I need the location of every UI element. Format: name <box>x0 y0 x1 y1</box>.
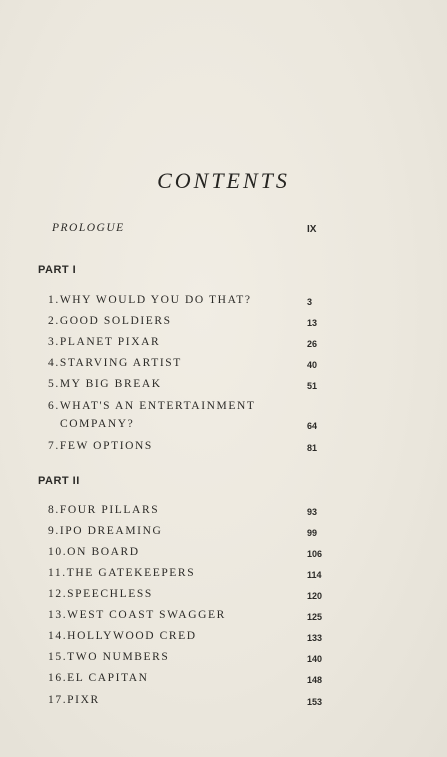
toc-entry-page: 114 <box>307 570 322 580</box>
toc-entry <box>48 500 328 520</box>
toc-entry-continued <box>60 414 340 434</box>
toc-entry-label: 8.FOUR PILLARS <box>48 504 160 516</box>
toc-entry-label: 16.EL CAPITAN <box>48 672 149 684</box>
toc-entry-page: 106 <box>307 549 323 559</box>
toc-entry-label: 1.WHY WOULD YOU DO THAT? <box>48 294 252 306</box>
toc-entry <box>48 626 328 646</box>
toc-entry-page: 120 <box>307 591 323 601</box>
toc-entry-label: 12.SPEECHLESS <box>48 588 153 600</box>
toc-entry-label: 5.MY BIG BREAK <box>48 378 162 390</box>
toc-entry <box>48 605 328 625</box>
part-2-heading: PART II <box>38 475 80 487</box>
toc-entry-page: 140 <box>307 654 323 664</box>
toc-entry <box>48 521 328 541</box>
toc-entry <box>48 396 328 416</box>
toc-entry <box>48 290 328 310</box>
toc-entry-page: 3 <box>307 297 313 307</box>
toc-entry-page: 40 <box>307 360 318 370</box>
toc-entry-label: 7.FEW OPTIONS <box>48 440 153 452</box>
toc-entry <box>48 563 328 583</box>
toc-entry <box>48 436 328 456</box>
prologue-label: PROLOGUE <box>52 222 125 234</box>
toc-entry-page: 133 <box>307 633 323 643</box>
toc-entry-page: 13 <box>307 318 318 328</box>
toc-entry-page: 26 <box>307 339 318 349</box>
toc-entry-page: 148 <box>307 675 323 685</box>
toc-entry <box>48 332 328 352</box>
toc-entry-label: 9.IPO DREAMING <box>48 525 163 537</box>
toc-entry-label: 3.PLANET PIXAR <box>48 336 161 348</box>
toc-entry-page: 99 <box>307 528 318 538</box>
toc-entry-page: 81 <box>307 443 318 453</box>
toc-entry <box>48 690 328 710</box>
toc-entry <box>48 584 328 604</box>
toc-entry-page: 125 <box>307 612 323 622</box>
toc-entry <box>48 374 328 394</box>
toc-entry-label: 4.STARVING ARTIST <box>48 357 182 369</box>
toc-entry-label: 10.ON BOARD <box>48 546 140 558</box>
toc-entry-label: 11.THE GATEKEEPERS <box>48 567 196 579</box>
toc-entry <box>48 647 328 667</box>
prologue-page-number: IX <box>307 224 317 235</box>
toc-entry-label: 14.HOLLYWOOD CRED <box>48 630 197 642</box>
toc-entry-label: 17.PIXR <box>48 694 100 706</box>
toc-entry-page: 51 <box>307 381 318 391</box>
toc-entry-page: 64 <box>307 421 318 431</box>
toc-entry <box>48 353 328 373</box>
toc-entry-label: 2.GOOD SOLDIERS <box>48 315 172 327</box>
toc-entry <box>48 668 328 688</box>
toc-entry-label: 6.WHAT'S AN ENTERTAINMENT <box>48 400 256 412</box>
part-1-heading: PART I <box>38 264 77 276</box>
toc-entry-label: 13.WEST COAST SWAGGER <box>48 609 226 621</box>
toc-entry <box>48 311 328 331</box>
toc-entry-label: 15.TWO NUMBERS <box>48 651 170 663</box>
page-title: CONTENTS <box>157 168 290 193</box>
toc-entry-label-line2: COMPANY? <box>60 418 135 430</box>
toc-entry-page: 93 <box>307 507 318 517</box>
toc-entry <box>48 542 328 562</box>
toc-entry-page: 153 <box>307 697 323 707</box>
